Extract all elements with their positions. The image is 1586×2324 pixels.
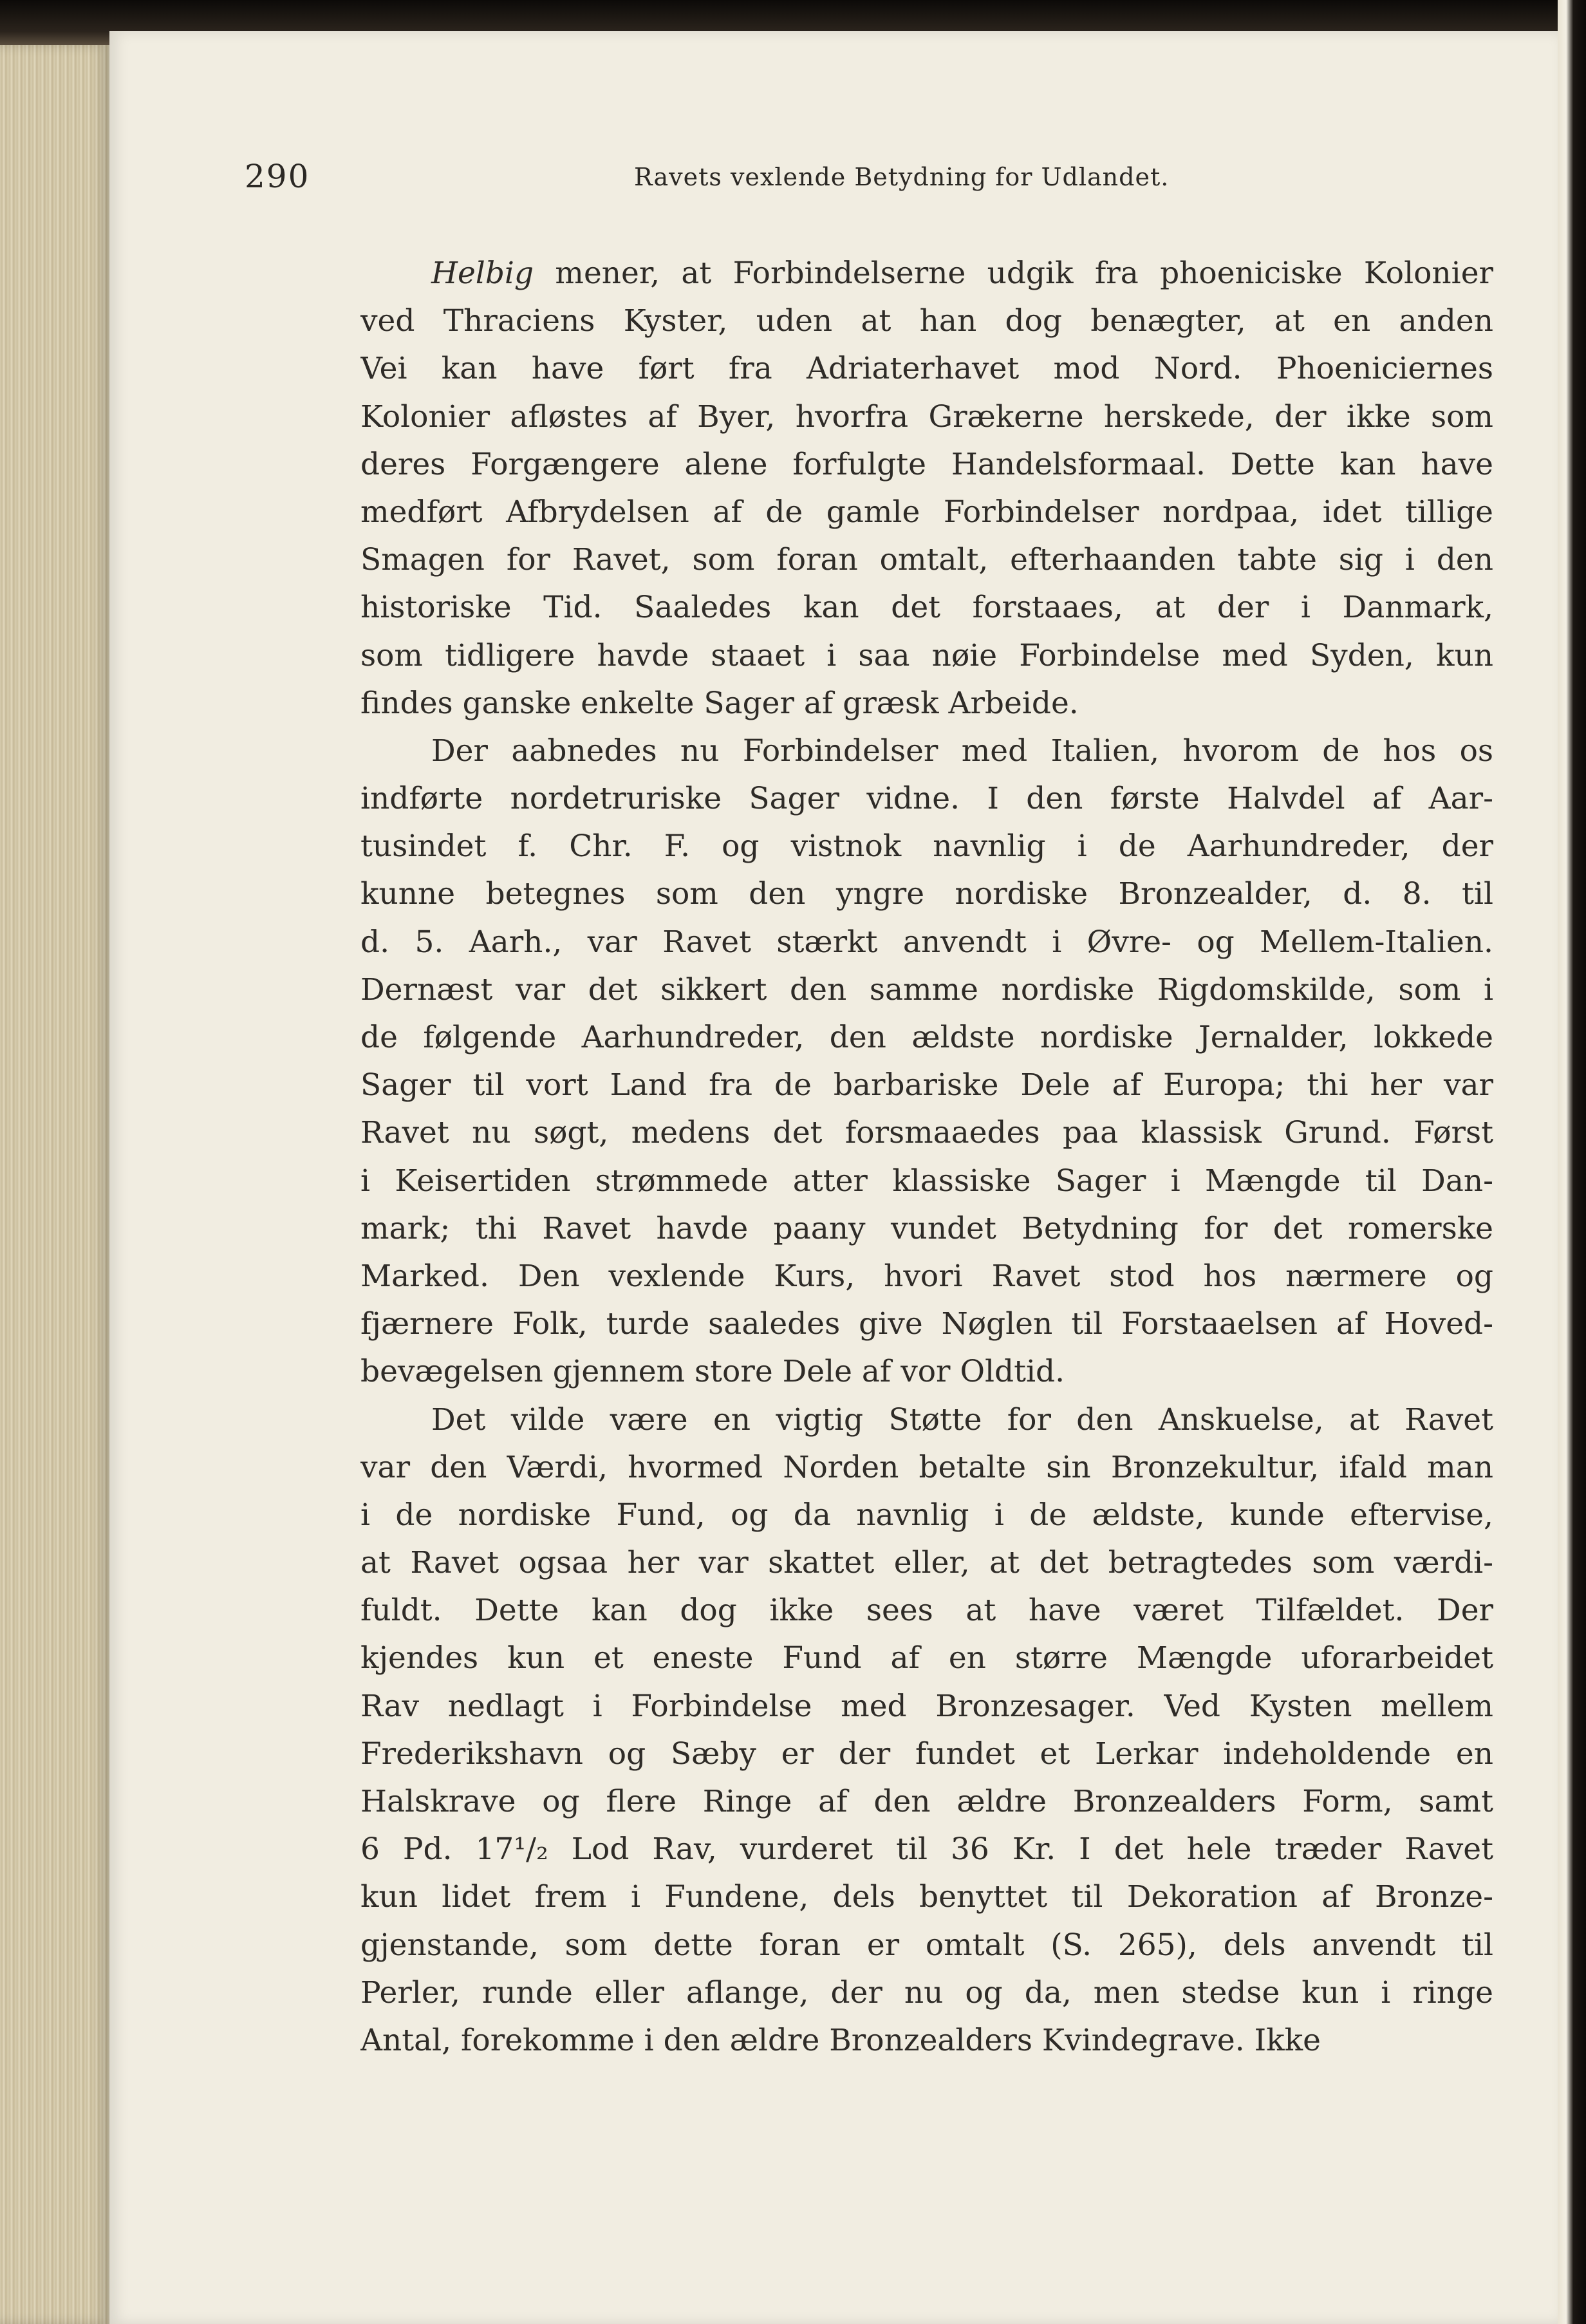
text-line: 6 Pd. 17¹/₂ Lod Rav, vurderet til 36 Kr. I det hele træder Ravet [360, 1832, 1493, 1868]
text-line: kun lidet frem i Fundene, dels benyttet til Dekoration af Bronze- [360, 1879, 1493, 1915]
text-line: Dernæst var det sikkert den samme nordiske Rigdomskilde, som i [360, 971, 1493, 1007]
book-fore-edge [0, 45, 109, 2324]
italic-author-name: Helbig [431, 256, 534, 291]
text-line: fjærnere Folk, turde saaledes give Nøglen til Forstaaelsen af Hoved- [360, 1306, 1493, 1342]
text-line: at Ravet ogsaa her var skattet eller, at det betragtedes som værdi- [360, 1545, 1493, 1581]
page-gutter-edge [1558, 0, 1586, 2324]
text-line: Frederikshavn og Sæby er der fundet et Lerkar indeholdende en [360, 1736, 1493, 1772]
text-line-rest: mener, at Forbindelserne udgik fra phoeniciske Kolonier [534, 256, 1493, 291]
page-header [245, 158, 1403, 209]
text-line: Ravet nu søgt, medens det forsmaaedes paa klassisk Grund. Først [360, 1115, 1493, 1151]
text-line: Det vilde være en vigtig Støtte for den Anskuelse, at Ravet [431, 1401, 1493, 1438]
text-line: kunne betegnes som den yngre nordiske Bronzealder, d. 8. til [360, 876, 1493, 912]
text-line: var den Værdi, hvormed Norden betalte sin Bronzekultur, ifald man [360, 1449, 1493, 1485]
text-line: de følgende Aarhundreder, den ældste nordiske Jernalder, lokkede [360, 1020, 1493, 1055]
text-line: bevægelsen gjennem store Dele af vor Oldtid. [360, 1354, 1065, 1390]
text-line: i de nordiske Fund, og da navnlig i de ældste, kunde eftervise, [360, 1497, 1493, 1533]
text-line: gjenstande, som dette foran er omtalt (S. 265), dels anvendt til [360, 1927, 1493, 1963]
text-line [360, 250, 1493, 297]
text-line: d. 5. Aarh., var Ravet stærkt anvendt i Øvre- og Mellem-Italien. [360, 924, 1493, 960]
text-line: medført Afbrydelsen af de gamle Forbindelser nordpaa, idet tillige [360, 494, 1493, 530]
text-line: Smagen for Ravet, som foran omtalt, efterhaanden tabte sig i den [360, 542, 1493, 578]
text-line: tusindet f. Chr. F. og vistnok navnlig i de Aarhundreder, der [360, 829, 1493, 865]
text-line: kjendes kun et eneste Fund af en større Mængde uforarbeidet [360, 1640, 1493, 1676]
text-line: Kolonier afløstes af Byer, hvorfra Grækerne herskede, der ikke som [360, 398, 1493, 435]
text-line: som tidligere havde staaet i saa nøie Forbindelse med Syden, kun [360, 637, 1493, 673]
text-line: Der aabnedes nu Forbindelser med Italien, hvorom de hos os [431, 733, 1493, 769]
text-line: Halskrave og flere Ringe af den ældre Bronzealders Form, samt [360, 1784, 1493, 1819]
text-line: findes ganske enkelte Sager af græsk Arbeide. [360, 685, 1079, 721]
text-line: Vei kan have ført fra Adriaterhavet mod Nord. Phoeniciernes [360, 351, 1493, 387]
text-line: Sager til vort Land fra de barbariske Dele af Europa; thi her var [360, 1067, 1493, 1103]
text-line: mark; thi Ravet havde paany vundet Betydning for det romerske [360, 1210, 1493, 1246]
text-line: Marked. Den vexlende Kurs, hvori Ravet stod hos nærmere og [360, 1258, 1493, 1294]
text-line: Perler, runde eller aflange, der nu og da, men stedse kun i ringe [360, 1974, 1493, 2010]
text-line: fuldt. Dette kan dog ikke sees at have været Tilfældet. Der [360, 1593, 1493, 1629]
text-line: indførte nordetruriske Sager vidne. I den første Halvdel af Aar- [360, 781, 1493, 817]
text-line: Rav nedlagt i Forbindelse med Bronzesager. Ved Kysten mellem [360, 1688, 1493, 1724]
text-line: deres Forgængere alene forfulgte Handelsformaal. Dette kan have [360, 446, 1493, 482]
text-line: i Keisertiden strømmede atter klassiske Sager i Mængde til Dan- [360, 1163, 1493, 1199]
text-line: Antal, forekomme i den ældre Bronzealders Kvindegrave. Ikke [360, 2022, 1321, 2058]
body-text [360, 250, 1493, 2065]
text-line: ved Thraciens Kyster, uden at han dog benægter, at en anden [360, 303, 1493, 339]
running-title: Ravets vexlende Betydning for Udlandet. [634, 163, 1170, 191]
page-number: 290 [245, 158, 310, 195]
text-line: historiske Tid. Saaledes kan det forstaaes, at der i Danmark, [360, 590, 1493, 626]
